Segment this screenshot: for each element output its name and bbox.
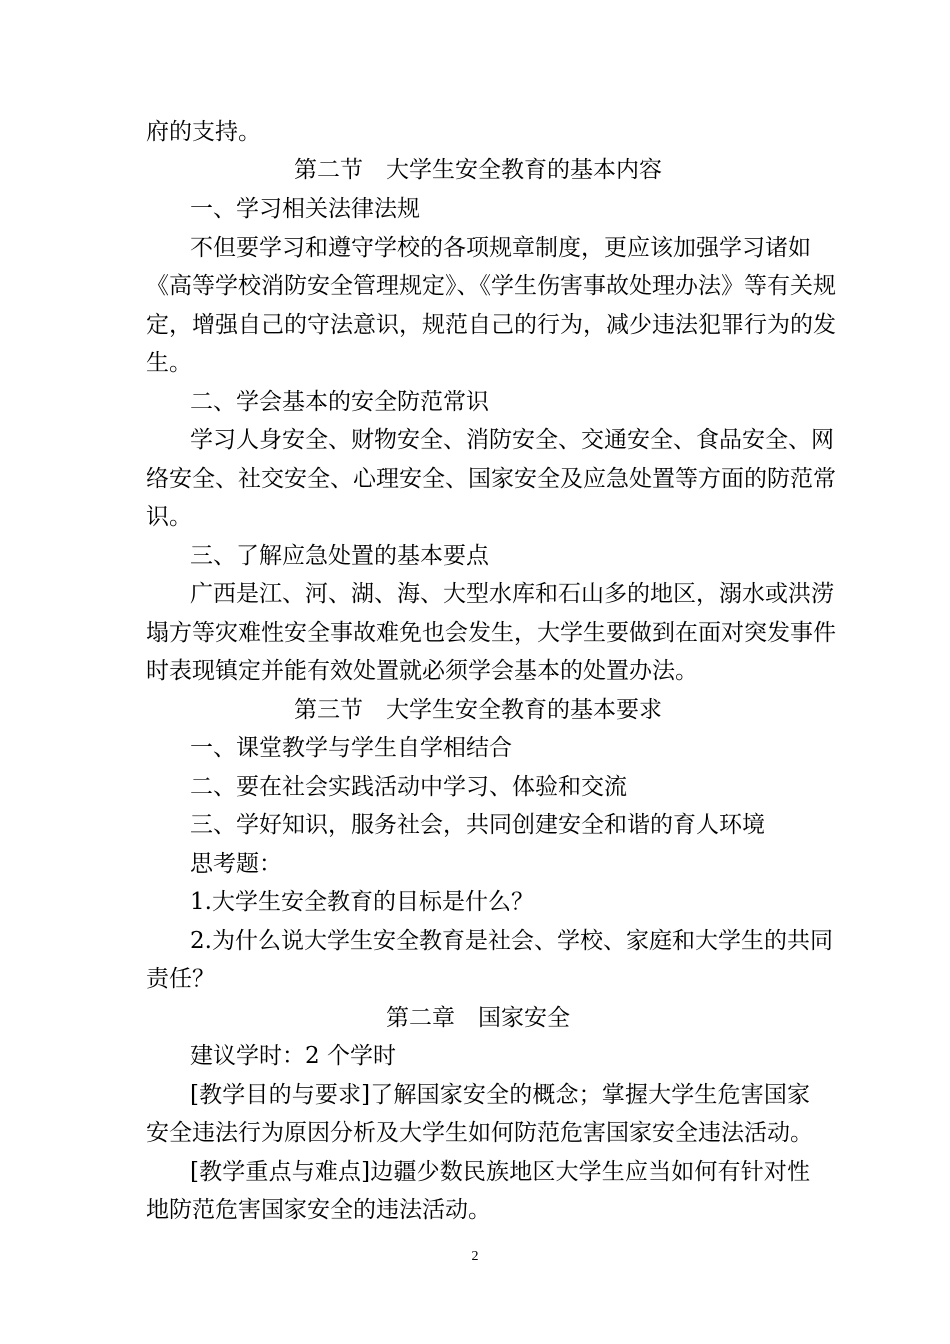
- question-item-continuation: 责任？: [146, 966, 215, 992]
- subsection-heading: 一、学习相关法律法规: [190, 196, 420, 222]
- subsection-heading: 二、学会基本的安全防范常识: [190, 389, 489, 415]
- paragraph-line: 定，增强自己的守法意识，规范自己的行为，减少违法犯罪行为的发: [146, 312, 836, 338]
- requirement-item: 一、课堂教学与学生自学相结合: [190, 735, 512, 761]
- question-item: 1.大学生安全教育的目标是什么？: [190, 889, 534, 915]
- teaching-focus-line: 地防范危害国家安全的违法活动。: [146, 1197, 491, 1223]
- paragraph-line: 《高等学校消防安全管理规定》、《学生伤害事故处理办法》等有关规: [146, 273, 836, 299]
- paragraph-line: 不但要学习和遵守学校的各项规章制度，更应该加强学习诸如: [190, 235, 811, 261]
- paragraph-line: 生。: [146, 350, 192, 376]
- requirement-item: 三、学好知识，服务社会，共同创建安全和谐的育人环境: [190, 812, 765, 838]
- teaching-focus-line: [教学重点与难点]边疆少数民族地区大学生应当如何有针对性: [190, 1159, 810, 1185]
- page-number: 2: [471, 1249, 479, 1264]
- chapter-heading: 第二章 国家安全: [386, 1005, 570, 1031]
- section-heading: 第二节 大学生安全教育的基本内容: [294, 157, 662, 183]
- paragraph-line: 学习人身安全、财物安全、消防安全、交通安全、食品安全、网: [190, 427, 834, 453]
- teaching-goals-line: [教学目的与要求]了解国家安全的概念；掌握大学生危害国家: [190, 1082, 810, 1108]
- paragraph-line: 广西是江、河、湖、海、大型水库和石山多的地区，溺水或洪涝: [190, 581, 834, 607]
- paragraph-line: 塌方等灾难性安全事故难免也会发生，大学生要做到在面对突发事件: [146, 620, 836, 646]
- section-heading: 第三节 大学生安全教育的基本要求: [294, 697, 662, 723]
- paragraph-line: 络安全、社交安全、心理安全、国家安全及应急处置等方面的防范常: [146, 466, 836, 492]
- paragraph-line: 识。: [146, 504, 192, 530]
- requirement-item: 二、要在社会实践活动中学习、体验和交流: [190, 774, 627, 800]
- paragraph-line: 时表现镇定并能有效处置就必须学会基本的处置办法。: [146, 658, 698, 684]
- questions-heading: 思考题：: [190, 851, 282, 877]
- question-item: 2.为什么说大学生安全教育是社会、学校、家庭和大学生的共同: [190, 928, 833, 954]
- teaching-goals-line: 安全违法行为原因分析及大学生如何防范危害国家安全违法活动。: [146, 1120, 813, 1146]
- suggested-hours: 建议学时：2 个学时: [190, 1043, 396, 1069]
- paragraph-continuation: 府的支持。: [146, 119, 261, 145]
- subsection-heading: 三、了解应急处置的基本要点: [190, 543, 489, 569]
